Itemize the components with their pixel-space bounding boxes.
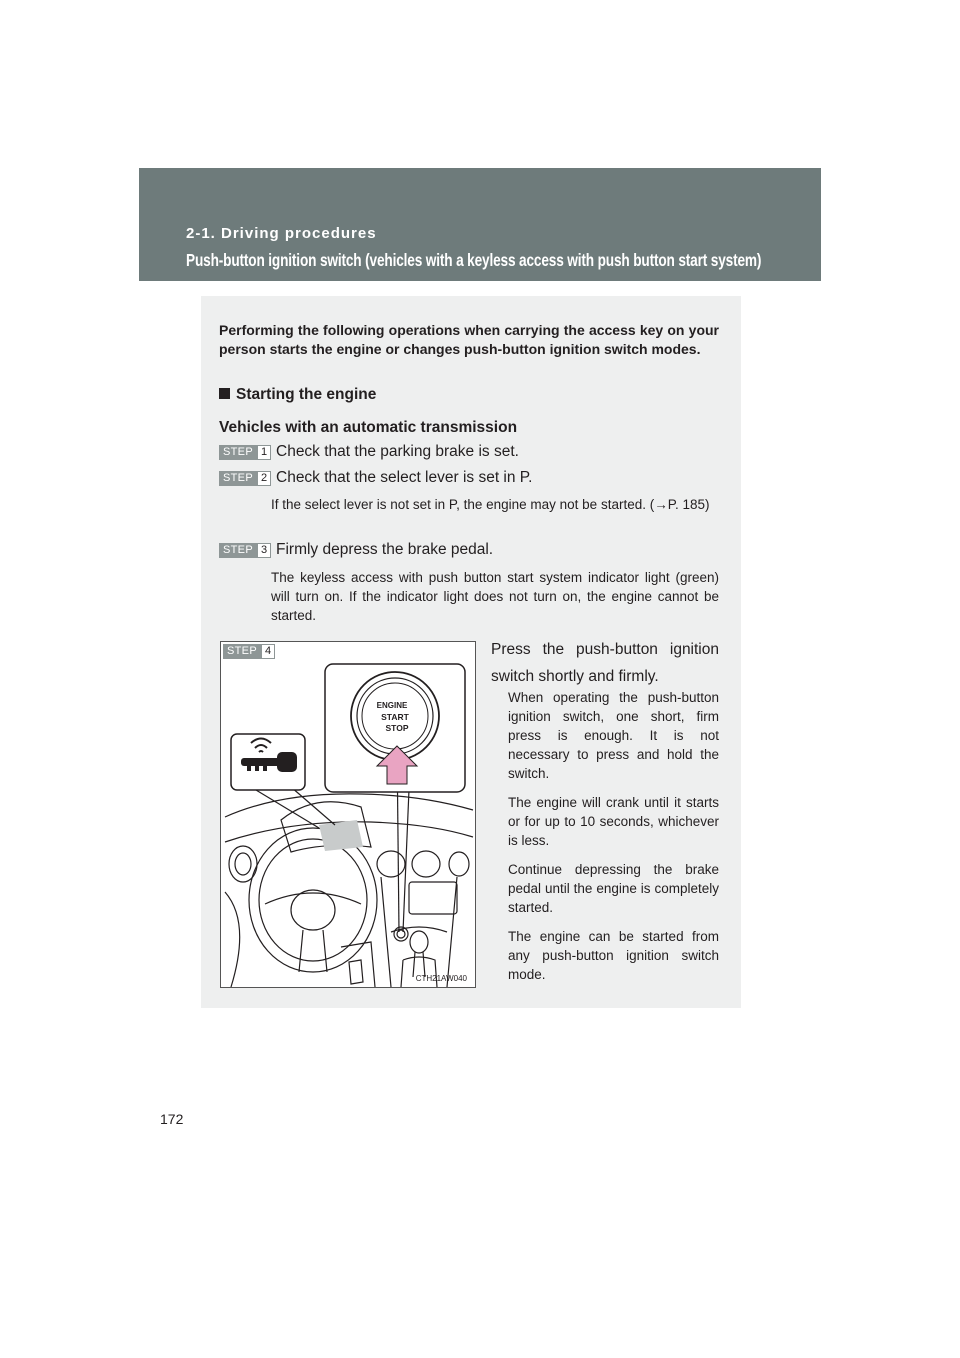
step-2-text: Check that the select lever is set in P. (276, 469, 533, 486)
ignition-illustration (220, 641, 476, 988)
step-4-notes (508, 688, 719, 994)
step-3-text: Firmly depress the brake pedal. (276, 541, 494, 558)
step-4-note: The engine can be started from any push-button ignition switch mode. (508, 929, 719, 982)
button-label-stop: STOP (385, 723, 409, 733)
step-number: 1 (257, 445, 271, 460)
step-number: 2 (257, 471, 271, 486)
intro-paragraph: Performing the following operations when carrying the access key on your person starts the engine or changes push-button ignition switch modes. (219, 322, 719, 357)
step-badge-1 (219, 445, 271, 460)
button-label-engine: ENGINE (376, 701, 408, 710)
step-word: STEP (219, 543, 257, 558)
section-header (139, 168, 821, 281)
vehicle-heading: Vehicles with an automatic transmission (219, 419, 518, 436)
button-label-start: START (381, 712, 409, 722)
content-panel (201, 296, 741, 1008)
step-4-note: When operating the push-button ignition switch, one short, firm press is enough. It is not necessary to press and hold the switch. (508, 690, 719, 781)
step-2-note: If the select lever is not set in P, the engine may not be started. (→P. 185) (271, 497, 710, 512)
section-label: 2-1. Driving procedures (186, 225, 377, 242)
figure-id: CTH21AW040 (415, 974, 467, 983)
step-4-text: Press the push-button ignition switch shortly and firmly. (491, 641, 719, 685)
section-heading-text: Starting the engine (236, 386, 377, 403)
step-word: STEP (219, 445, 257, 460)
engine-start-stop-button-icon (351, 672, 439, 760)
step-1-text: Check that the parking brake is set. (276, 443, 519, 460)
dashboard-illustration (221, 642, 475, 987)
square-bullet-icon (219, 388, 230, 399)
step-badge-2 (219, 471, 271, 486)
step-4-note: Continue depressing the brake pedal until the engine is completely started. (508, 862, 719, 915)
step-word: STEP (223, 644, 261, 659)
step-word: STEP (219, 471, 257, 486)
step-badge-4 (223, 644, 275, 659)
step-number: 3 (257, 543, 271, 558)
page-number: 172 (160, 1111, 184, 1127)
step-number: 4 (261, 644, 275, 659)
page-title: Push-button ignition switch (vehicles with a keyless access with push button start system) (186, 250, 762, 270)
section-heading (219, 386, 376, 404)
step-badge-3 (219, 543, 271, 558)
step-4-note: The engine will crank until it starts or for up to 10 seconds, whichever is less. (508, 795, 719, 848)
step-3-note: The keyless access with push button start system indicator light (green) will turn on. If the indicator light does not turn on, the engine cannot be started. (271, 570, 719, 623)
